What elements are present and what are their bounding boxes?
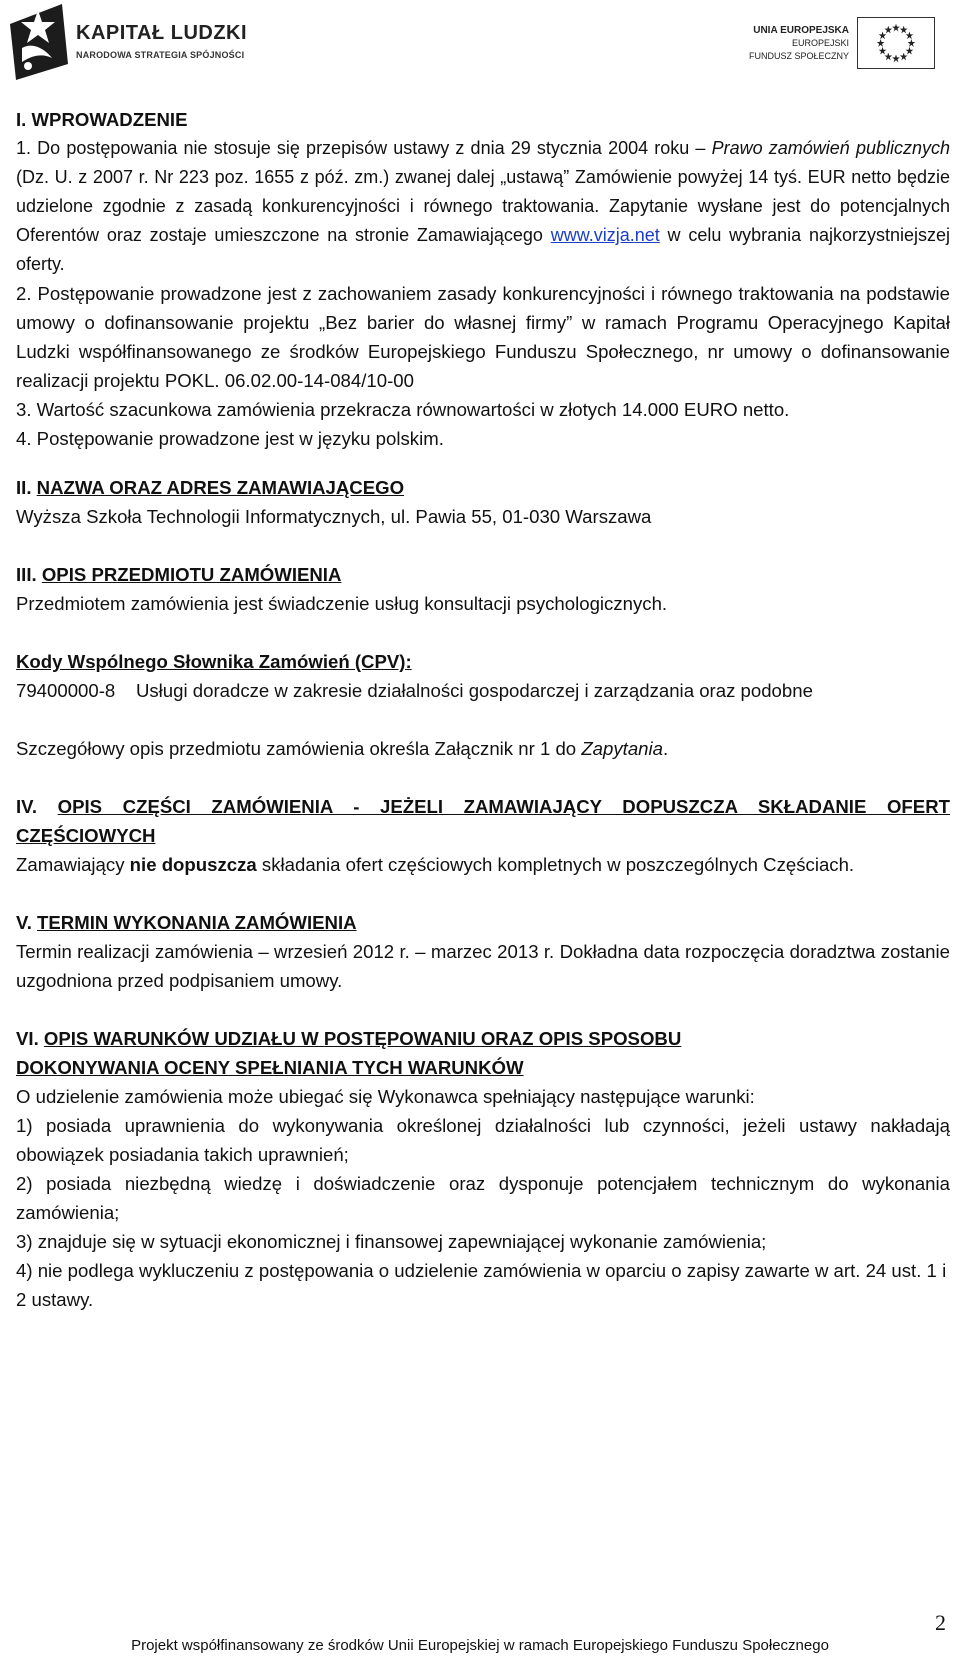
section-3-text: Przedmiotem zamówienia jest świadczenie usług konsultacji psychologicznych. [16, 593, 668, 614]
p1-text-d: w celu wybrania najkorzystniejszej oferty. [16, 225, 950, 274]
kapital-ludzki-logo [8, 4, 258, 82]
section-4-text [16, 850, 950, 879]
kapital-ludzki-emblem-icon [8, 4, 70, 82]
s4-text-a: Zamawiający [16, 854, 130, 875]
section-3-detail [16, 734, 950, 763]
section-3-heading: OPIS PRZEDMIOTU ZAMÓWIENIA [41, 564, 342, 585]
page-footer: Projekt współfinansowany ze środków Unii Europejskiej w ramach Europejskiego Funduszu Społecznego [131, 1637, 829, 1654]
cpv-entry [16, 676, 950, 705]
condition-item: 4) nie podlega wykluczeniu z postępowania o udzielenie zamówienia w oparciu o zapisy zawarte w art. 24 ust. 1 i 2 ustawy. [16, 1260, 947, 1310]
section-6-title [16, 1024, 950, 1053]
kapital-ludzki-name: KAPITAŁ LUDZKI [76, 22, 248, 44]
eu-logo-line3: FUNDUSZ SPOŁECZNY [748, 50, 849, 61]
section-1-title: I. WPROWADZENIE [16, 109, 188, 130]
section-5-heading: TERMIN WYKONANIA ZAMÓWIENIA [37, 912, 357, 933]
section-4-heading: OPIS CZĘŚCI ZAMÓWIENIA - JEŻELI ZAMAWIAJĄCY DOPUSZCZA SKŁADANIE OFERT CZĘŚCIOWYCH [16, 796, 950, 846]
section-5-title [16, 908, 950, 937]
section-3-roman: III. [16, 564, 42, 585]
section-4-title [16, 792, 950, 850]
document-body [16, 105, 950, 1314]
condition-item: 1) posiada uprawnienia do wykonywania określonej działalności lub czynności, jeżeli ustawy nakładają obowiązek posiadania takich uprawnień; [16, 1115, 950, 1165]
kapital-ludzki-subtitle: NARODOWA STRATEGIA SPÓJNOŚCI [76, 50, 245, 60]
spacer [16, 763, 950, 792]
section-6-intro: O udzielenie zamówienia może ubiegać się Wykonawca spełniający następujące warunki: [16, 1086, 755, 1107]
section-1-paragraph-2: 2. Postępowanie prowadzone jest z zachowaniem zasady konkurencyjności i równego traktowania na podstawie umowy o dofinansowanie projektu „Bez barier do własnej firmy” w ramach Programu Operacyjnego Kapitał Ludzki współfinansowanego ze środków Europejskiego Funduszu Społecznego, nr umowy o dofinansowanie realizacji projektu POKL. 06.02.00-14-084/10-00 [16, 283, 950, 391]
section-2-roman: II. [16, 477, 37, 498]
cpv-description: Usługi doradcze w zakresie działalności gospodarczej i zarządzania oraz podobne [135, 680, 813, 701]
spacer [16, 995, 950, 1024]
p1-law-title: Prawo zamówień publicznych [711, 138, 950, 158]
eu-logo-text [749, 24, 849, 63]
page-header [0, 0, 960, 100]
spacer [16, 453, 950, 473]
detail-text-b: Zapytania [581, 738, 663, 759]
section-1-paragraph-3: 3. Wartość szacunkowa zamówienia przekracza równowartości w złotych 14.000 EURO netto. [16, 399, 790, 420]
s4-text-b: nie dopuszcza [129, 854, 257, 875]
detail-text-c: . [662, 738, 669, 759]
cpv-title: Kody Wspólnego Słownika Zamówień (CPV): [16, 651, 412, 672]
section-6-heading-2: DOKONYWANIA OCENY SPEŁNIANIA TYCH WARUNKÓW [16, 1057, 524, 1078]
eu-logo-line1: UNIA EUROPEJSKA [753, 24, 849, 36]
section-4-roman: IV. [16, 796, 58, 817]
eu-logo [749, 16, 935, 70]
vizja-link-part2[interactable]: net [634, 225, 660, 245]
eu-logo-line2: EUROPEJSKI [791, 37, 849, 48]
spacer [16, 879, 950, 908]
page-number: 2 [935, 1610, 946, 1635]
condition-item: 2) posiada niezbędną wiedzę i doświadczenie oraz dysponuje potencjałem technicznym do wykonania zamówienia; [16, 1173, 950, 1223]
section-6-heading-1: OPIS WARUNKÓW UDZIAŁU W POSTĘPOWANIU ORAZ OPIS SPOSOBU [43, 1028, 682, 1049]
p1-text-c: (Dz. U. z 2007 r. Nr 223 poz. 1655 z póź. zm.) zwanej dalej „ustawą” Zamówienie powyżej 14 tyś. EUR netto będzie udzielone zgodnie z zasadą konkurencyjności i równego traktowania. Zapytanie wysłane jest do potencjalnych Oferentów oraz zostaje umieszczone na stronie Zamawiającego [16, 167, 950, 245]
vizja-link-part1[interactable]: www.vizja. [550, 225, 635, 245]
detail-text-a: Szczegółowy opis przedmiotu zamówienia określa Załącznik nr 1 do [16, 738, 582, 759]
section-2-heading: NAZWA ORAZ ADRES ZAMAWIAJĄCEGO [36, 477, 405, 498]
p1-text-a: 1. Do postępowania nie stosuje się przepisów ustawy z dnia 29 stycznia 2004 roku – [16, 138, 712, 158]
section-3-title [16, 560, 950, 589]
section-6-roman: VI. [16, 1028, 44, 1049]
spacer [16, 705, 950, 734]
section-1-paragraph-4: 4. Postępowanie prowadzone jest w języku polskim. [16, 428, 444, 449]
section-5-roman: V. [16, 912, 38, 933]
section-2-title [16, 473, 950, 502]
s4-text-c: składania ofert częściowych kompletnych w poszczególnych Częściach. [256, 854, 855, 875]
condition-item: 3) znajduje się w sytuacji ekonomicznej i finansowej zapewniającej wykonanie zamówienia; [16, 1231, 767, 1252]
section-1-paragraph-1 [16, 134, 950, 279]
spacer [16, 531, 950, 560]
section-5-text: Termin realizacji zamówienia – wrzesień 2012 r. – marzec 2013 r. Dokładna data rozpoczęcia doradztwa zostanie uzgodniona przed podpisaniem umowy. [16, 941, 950, 991]
eu-flag-icon [857, 17, 935, 69]
cpv-code: 79400000-8 [16, 680, 116, 701]
section-2-text: Wyższa Szkoła Technologii Informatycznych, ul. Pawia 55, 01-030 Warszawa [16, 506, 652, 527]
spacer [16, 618, 950, 647]
